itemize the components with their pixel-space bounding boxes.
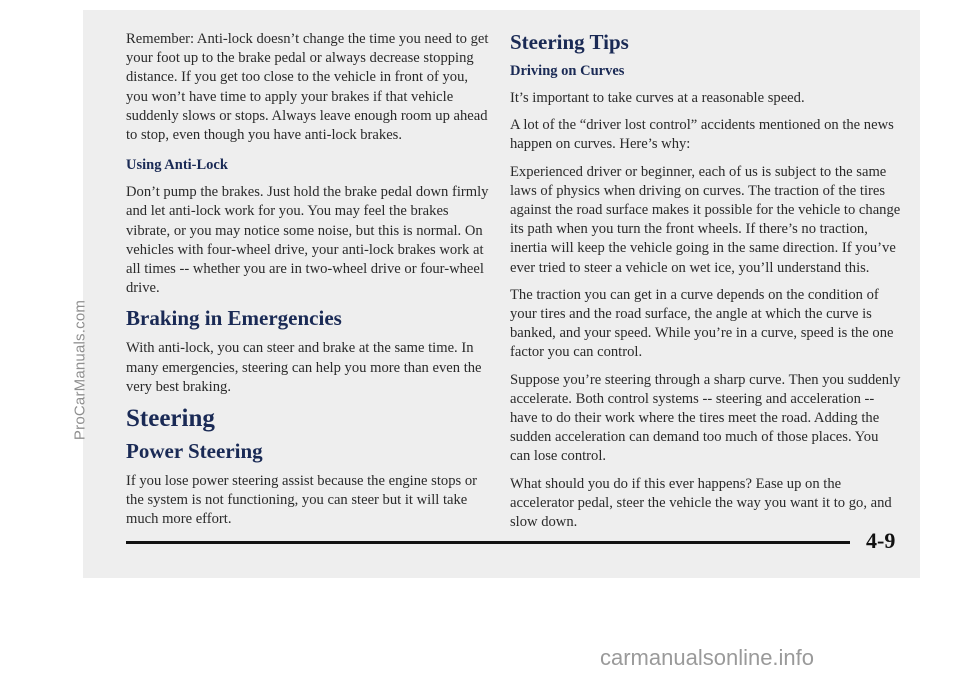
right-column bbox=[510, 30, 902, 540]
braking-emergencies-heading: Braking in Emergencies bbox=[126, 306, 342, 331]
steering-tips-heading: Steering Tips bbox=[510, 30, 629, 54]
power-steering-heading: Power Steering bbox=[126, 439, 263, 464]
curves-paragraph-4: The traction you can get in a curve depends on the condition of your tires and the road surface, the angle at which the curve is banked, and your speed. While you’re in a curve, speed is the one factor you can control. bbox=[510, 286, 894, 361]
power-steering-paragraph: If you lose power steering assist because the engine stops or the system is not functioning, you can steer but it will take much more effort. bbox=[126, 473, 477, 528]
curves-paragraph-3: Experienced driver or beginner, each of us is subject to the same laws of physics when driving on curves. The traction of the tires against the road surface makes it possible for the vehicle to change its path when you turn the front wheels. If there’s no traction, inertia will keep the vehicle going in the same direction. If you’ve ever tried to steer a vehicle on wet ice, you’ll understand this. bbox=[510, 163, 901, 276]
using-antilock-heading: Using Anti-Lock bbox=[126, 157, 228, 174]
driving-on-curves-heading: Driving on Curves bbox=[510, 63, 625, 79]
left-column bbox=[126, 30, 492, 538]
side-watermark: ProCarManuals.com bbox=[71, 299, 89, 441]
bottom-watermark: carmanualsonline.info bbox=[600, 645, 815, 670]
curves-paragraph-6: What should you do if this ever happens? Ease up on the accelerator pedal, steer the vehicle the way you want it to go, and slow down. bbox=[510, 475, 892, 531]
curves-paragraph-5: Suppose you’re steering through a sharp curve. Then you suddenly accelerate. Both control systems -- steering and acceleration -- have to do their work where the tires meet the road. Adding the sudden acceleration can demand too much of those places. You can lose control. bbox=[510, 371, 901, 465]
braking-emergencies-paragraph: With anti-lock, you can steer and brake at the same time. In many emergencies, steering can help you more than even the very best braking. bbox=[126, 340, 482, 395]
curves-paragraph-1: It’s important to take curves at a reasonable speed. bbox=[510, 90, 805, 106]
antilock-reminder-paragraph: Remember: Anti-lock doesn’t change the time you need to get your foot up to the brake pedal or always decrease stopping distance. If you get too close to the vehicle in front of you, you won’t have time to apply your brakes if that vehicle suddenly slows or stops. Always leave enough room up ahead to stop, even though you have anti-lock brakes. bbox=[126, 31, 489, 144]
curves-paragraph-2: A lot of the “driver lost control” accidents mentioned on the news happen on curves. Here’s why: bbox=[510, 117, 894, 153]
page-number: 4-9 bbox=[866, 528, 896, 553]
steering-heading: Steering bbox=[126, 405, 215, 433]
footer-rule bbox=[126, 541, 850, 544]
using-antilock-paragraph: Don’t pump the brakes. Just hold the brake pedal down firmly and let anti-lock work for you. You may feel the brakes vibrate, or you may notice some noise, but this is normal. On vehicles with four-wheel drive, your anti-lock brakes work at all times -- whether you are in two-wheel drive or four-wheel drive. bbox=[126, 184, 489, 297]
